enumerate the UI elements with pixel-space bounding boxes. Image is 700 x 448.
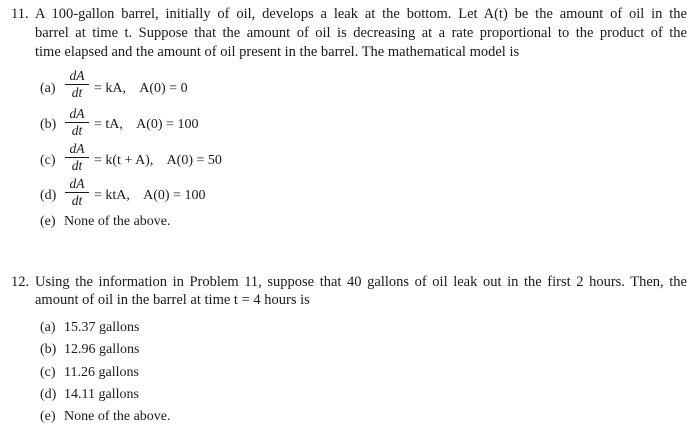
fraction-denominator: dt [71,85,83,100]
q12-text-line2: amount of oil in the barrel at time t = 4 hours is [35,292,310,308]
q12-option-e-label: (e) [40,409,56,424]
q11-text-line1: A 100-gallon barrel, initially of oil, develops a leak at the bottom. Let A(t) be the amount of oil in the [35,6,687,22]
q11-option-a-label: (a) [40,81,56,96]
q11-option-e-label: (e) [40,214,56,229]
q12-number: 12. [11,274,30,290]
q12-option-b-label: (b) [40,342,57,357]
q12-option-c-label: (c) [40,365,56,380]
q11-option-e-text: None of the above. [64,214,171,229]
q12-option-d-label: (d) [40,387,57,402]
q12-option-a-text: 15.37 gallons [64,320,140,335]
q11-option-a-fraction [64,69,90,100]
q12-option-a-label: (a) [40,320,56,335]
q11-option-c-equation: = k(t + A), A(0) = 50 [94,153,222,168]
fraction-numerator: dA [69,68,85,83]
fraction-numerator: dA [69,176,85,191]
q12-option-d-text: 14.11 gallons [64,387,139,402]
q11-option-a-equation: = kA, A(0) = 0 [94,81,188,96]
fraction-numerator: dA [69,106,85,121]
q12-option-c-text: 11.26 gallons [64,365,139,380]
q11-option-b-label: (b) [40,117,57,132]
q12-option-e-text: None of the above. [64,409,171,424]
q11-option-d-equation: = ktA, A(0) = 100 [94,188,206,203]
q12-option-b-text: 12.96 gallons [64,342,140,357]
fraction-denominator: dt [71,158,83,173]
fraction-denominator: dt [71,123,83,138]
q11-option-c-fraction [64,142,90,173]
fraction-numerator: dA [69,141,85,156]
q11-option-b-equation: = tA, A(0) = 100 [94,117,199,132]
q11-option-d-label: (d) [40,188,57,203]
q11-number: 11. [11,6,29,22]
q11-text-line3: time elapsed and the amount of oil present in the barrel. The mathematical model is [35,44,520,60]
q12-text-line1: Using the information in Problem 11, suppose that 40 gallons of oil leak out in the first 2 hours. Then, the [35,274,687,290]
q11-text-line2: barrel at time t. Suppose that the amount of oil is decreasing at a rate proportional to the product of the [35,25,687,41]
q11-option-b-fraction [64,107,90,138]
q11-option-d-fraction [64,177,90,208]
q11-option-c-label: (c) [40,153,56,168]
fraction-denominator: dt [71,193,83,208]
